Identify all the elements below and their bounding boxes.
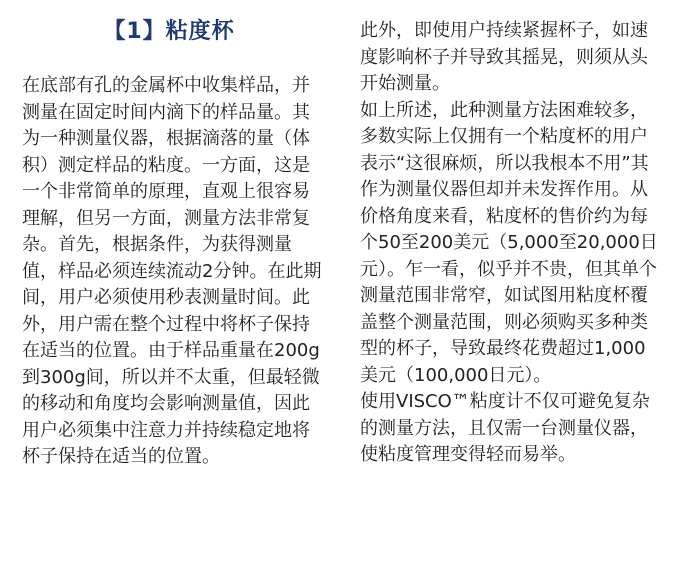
left-paragraph: 在底部有孔的金属杯中收集样品，并测量在固定时间内滴下的样品量。其为一种测量仪器，根据滴落的量（体积）测定样品的粘度。一方面，这是一个非常简单的原理，直观上很容易理解，但另一方面，测量方法非常复杂。首先，根据条件，为获得测量值，样品必须连续流动2分钟。在此期间，用户必须使用秒表测量时间。此外，用户需在整个过程中将杯子保持在适当的位置。由于样品重量在200g到300g间，所以并不太重，但最轻微的移动和角度均会影响测量值，因此用户必须集中注意力并持续稳定地将杯子保持在适当的位置。 [22, 75, 322, 467]
right-paragraph-2: 如上所述，此种测量方法困难较多，多数实际上仅拥有一个粘度杯的用户表示“这很麻烦，所以我根本不用”其作为测量仪器但却并未发挥作用。从价格角度来看，粘度杯的售价约为每个50至200美元（5,000至20,000日元）。乍一看，似乎并不贵，但其单个测量范围非常窄，如试图用粘度杯覆盖整个测量范围，则必须购买多种类型的杯子，导致最终花费超过1,000美元（100,000日元）。 [360, 99, 658, 386]
left-column [22, 73, 322, 471]
section-heading: 【1】粘度杯 [103, 19, 235, 44]
right-column [360, 18, 660, 469]
right-paragraph-3: 使用VISCO™粘度计不仅可避免复杂的测量方法，且仅需一台测量仪器，使粘度管理变得轻而易举。 [360, 391, 650, 465]
right-paragraph-1: 此外，即使用户持续紧握杯子，如速度影响杯子并导致其摇晃，则须从头开始测量。 [360, 20, 648, 94]
